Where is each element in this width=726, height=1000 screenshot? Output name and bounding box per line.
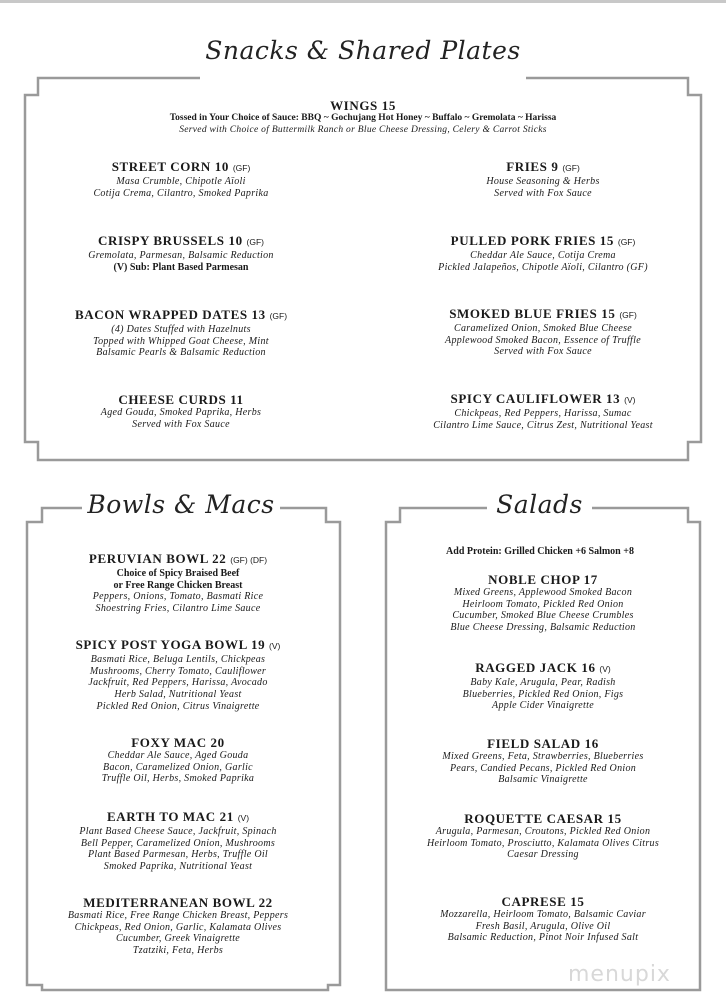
item-description-line: Blueberries, Pickled Red Onion, Figs [462, 688, 624, 700]
item-description: Served with Choice of Buttermilk Ranch or Blue Cheese Dressing, Celery & Carrot Sticks [179, 124, 547, 135]
item-description-line: Bacon, Caramelized Onion, Garlic [103, 761, 253, 773]
item-header [93, 159, 268, 176]
dietary-tags: (GF) [619, 310, 637, 320]
item-description-line: Chickpeas, Red Onion, Garlic, Kalamata Olives [74, 921, 282, 933]
item-name: SPICY POST YOGA BOWL 19 [75, 637, 266, 652]
item-name: NOBLE CHOP 17 [488, 572, 598, 587]
item-description-line: Served with Fox Sauce [494, 187, 592, 199]
item-description-line: Balsamic Reduction, Pinot Noir Infused Salt [447, 932, 639, 944]
item-description-line: Masa Crumble, Chipotle Aïoli [116, 176, 246, 187]
item-name: RAGGED JACK 16 [475, 660, 596, 675]
dietary-tags: (GF) [269, 311, 288, 321]
menu-item [463, 660, 624, 712]
item-name: FRIES 9 [506, 159, 559, 174]
item-description-line: Chickpeas, Red Peppers, Harissa, Sumac [454, 408, 632, 419]
item-description-line: Mushrooms, Cherry Tomato, Cauliflower [89, 665, 267, 677]
dietary-tags: (V) [599, 664, 611, 674]
item-header [75, 307, 287, 324]
add-protein-note: Add Protein: Grilled Chicken +6 Salmon +8 [446, 546, 634, 557]
menu-item [76, 637, 281, 713]
item-description-line: Peppers, Onions, Tomato, Basmati Rice [92, 591, 264, 603]
section-title-snacks: Snacks & Shared Plates [205, 36, 521, 65]
item-name: PULLED PORK FRIES 15 [450, 233, 614, 248]
menu-item [89, 551, 267, 615]
item-description-line: Cucumber, Smoked Blue Cheese Crumbles [452, 610, 634, 622]
item-name: STREET CORN 10 [111, 159, 229, 174]
item-description-line: Fresh Basil, Arugula, Olive Oil [475, 920, 611, 932]
menu-item [101, 392, 261, 430]
item-name: CAPRESE 15 [501, 894, 585, 909]
item-description-line: Mozzarella, Heirloom Tomato, Balsamic Caviar [440, 909, 646, 920]
item-description-line: Caesar Dressing [507, 849, 579, 861]
item-description-line: Basmati Rice, Beluga Lentils, Chickpeas [90, 654, 266, 665]
item-sauce-choice: Tossed in Your Choice of Sauce: BBQ ~ Gochujang Hot Honey ~ Buffalo ~ Gremolata ~ Harissa [169, 113, 557, 123]
item-description-line: Heirloom Tomato, Prosciutto, Kalamata Olives Citrus [426, 837, 660, 849]
item-header [68, 895, 288, 910]
item-description-line: Caramelized Onion, Smoked Blue Cheese [453, 323, 632, 334]
item-description-line: Served with Fox Sauce [494, 346, 592, 358]
item-description-line: Bell Pepper, Caramelized Onion, Mushrooms [80, 837, 276, 849]
item-description-line: Baby Kale, Arugula, Pear, Radish [470, 677, 616, 688]
item-description-line: Cucumber, Greek Vinaigrette [115, 933, 241, 945]
item-description-line: Heirloom Tomato, Pickled Red Onion [462, 598, 624, 610]
item-name: BACON WRAPPED DATES 13 [74, 307, 266, 322]
item-header [427, 811, 659, 826]
item-highlight: Choice of Spicy Braised Beef [116, 568, 240, 579]
dietary-tags: (GF) [232, 163, 251, 173]
item-header [438, 233, 648, 250]
menu-item [440, 894, 646, 944]
item-header [442, 736, 643, 751]
menu-item [88, 233, 273, 273]
menu-item [438, 233, 648, 273]
item-header [463, 660, 624, 677]
menu-item [486, 159, 599, 199]
item-name: CRISPY BRUSSELS 10 [97, 233, 243, 248]
item-name: PERUVIAN BOWL 22 [88, 551, 227, 566]
item-description-line: Pears, Candied Pecans, Pickled Red Onion [449, 762, 637, 774]
dietary-tags: (V) [269, 641, 281, 651]
item-description-line: Shoestring Fries, Cilantro Lime Sauce [95, 603, 261, 615]
item-name: MEDITERRANEAN BOWL 22 [83, 895, 273, 910]
item-name: EARTH TO MAC 21 [106, 809, 234, 824]
dietary-tags: (GF) (DF) [230, 555, 268, 565]
item-description-line: Basmati Rice, Free Range Chicken Breast, Peppers [67, 910, 289, 921]
item-header [79, 809, 276, 826]
item-description-line: Balsamic Vinaigrette [498, 774, 588, 786]
item-name: ROQUETTE CAESAR 15 [464, 811, 622, 826]
item-header [486, 159, 599, 176]
dietary-tags: (V) [624, 395, 636, 405]
menu-item [75, 307, 287, 359]
item-name: FOXY MAC 20 [131, 735, 225, 750]
item-header [440, 894, 646, 909]
menu-item [102, 735, 254, 785]
item-description-line: Jackfruit, Red Peppers, Harissa, Avocado [88, 677, 268, 689]
item-name: FIELD SALAD 16 [487, 736, 599, 751]
item-description-line: Mixed Greens, Feta, Strawberries, Blueberries [442, 751, 644, 762]
item-description-line: (4) Dates Stuffed with Hazelnuts [111, 324, 251, 335]
menu-item [427, 811, 659, 861]
item-description-line: Truffle Oil, Herbs, Smoked Paprika [101, 773, 255, 785]
item-description-line: Pickled Jalapeños, Chipotle Aïoli, Cilantro (GF) [438, 261, 648, 273]
item-name: SPICY CAULIFLOWER 13 [450, 391, 621, 406]
item-description-line: Cheddar Ale Sauce, Aged Gouda [107, 750, 249, 761]
item-header [76, 637, 281, 654]
item-description-line: Gremolata, Parmesan, Balsamic Reduction [88, 250, 274, 261]
watermark-logo: menupix [568, 962, 671, 987]
item-description-line: Cheddar Ale Sauce, Cotija Crema [470, 250, 616, 261]
item-description-line: Cilantro Lime Sauce, Citrus Zest, Nutritional Yeast [433, 419, 653, 431]
item-description-line: Plant Based Cheese Sauce, Jackfruit, Spinach [79, 826, 277, 837]
item-description-line: Cotija Crema, Cilantro, Smoked Paprika [93, 187, 269, 199]
menu-item [68, 895, 288, 957]
item-description-line: Tzatziki, Feta, Herbs [132, 945, 224, 957]
item-description-line: Balsamic Pearls & Balsamic Reduction [96, 347, 266, 359]
item-description-line: Applewood Smoked Bacon, Essence of Truffle [445, 334, 641, 346]
item-highlight: or Free Range Chicken Breast [113, 579, 243, 591]
item-description-line: Pickled Red Onion, Citrus Vinaigrette [96, 700, 260, 712]
item-name: WINGS 15 [330, 98, 396, 113]
item-name: CHEESE CURDS 11 [118, 392, 244, 407]
section-title-bowls: Bowls & Macs [87, 490, 275, 519]
menu-item [79, 809, 276, 873]
item-description-line: House Seasoning & Herbs [486, 176, 600, 187]
item-description-line: Smoked Paprika, Nutritional Yeast [103, 861, 253, 873]
item-description-line: Apple Cider Vinaigrette [492, 700, 594, 712]
item-header [102, 735, 254, 750]
item-header [101, 392, 261, 407]
menu-item [450, 572, 635, 634]
item-header [445, 306, 641, 323]
item-name: SMOKED BLUE FRIES 15 [449, 306, 616, 321]
item-header [433, 391, 653, 408]
item-description-line: Blue Cheese Dressing, Balsamic Reduction [450, 622, 636, 634]
item-header [450, 572, 635, 587]
item-description-line: Herb Salad, Nutritional Yeast [114, 689, 242, 701]
dietary-tags: (V) [237, 813, 250, 823]
item-description-line: Mixed Greens, Applewood Smoked Bacon [453, 587, 633, 598]
item-description-line: Arugula, Parmesan, Croutons, Pickled Red Onion [435, 826, 651, 837]
dietary-tags: (GF) [562, 163, 580, 173]
menu-item [442, 736, 643, 786]
item-description-line: Aged Gouda, Smoked Paprika, Herbs [100, 407, 262, 418]
item-description-line: Topped with Whipped Goat Cheese, Mint [93, 335, 269, 347]
section-title-salads: Salads [496, 490, 583, 519]
menu-item [93, 159, 268, 199]
item-description-line: Plant Based Parmesan, Herbs, Truffle Oil [87, 849, 269, 861]
dietary-tags: (GF) [246, 237, 265, 247]
menu-item [433, 391, 653, 431]
item-substitution: (V) Sub: Plant Based Parmesan [113, 261, 249, 273]
dietary-tags: (GF) [617, 237, 636, 247]
item-header [89, 551, 267, 568]
menu-item-wings [170, 98, 557, 136]
menu-item [445, 306, 641, 358]
item-header [88, 233, 273, 250]
item-description-line: Served with Fox Sauce [132, 418, 230, 430]
